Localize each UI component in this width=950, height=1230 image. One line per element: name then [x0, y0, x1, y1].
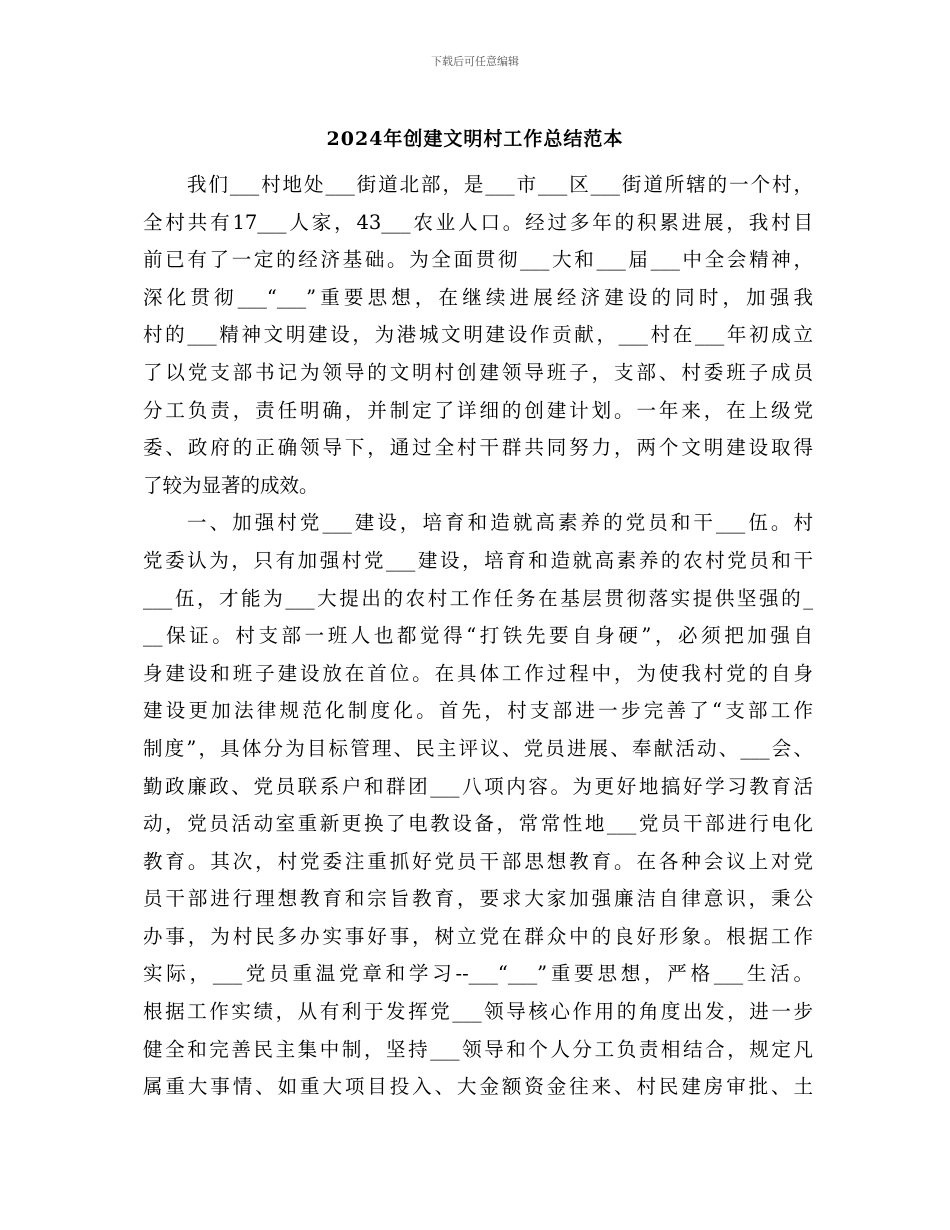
text-line: 深化贯彻___“___”重要思想，在继续进展经济建设的同时，加强我 [143, 285, 813, 309]
text-line: __保证。村支部一班人也都觉得“打铁先要自身硬”，必须把加强自 [143, 624, 813, 648]
text-line: 动，党员活动室重新更换了电教设备，常常性地___党员干部进行电化 [143, 812, 813, 836]
text-line: 分工负责，责任明确，并制定了详细的创建计划。一年来，在上级党 [143, 398, 813, 422]
document-body [143, 166, 813, 1106]
text-line: 我们___村地处___街道北部，是___市___区___街道所辖的一个村， [187, 173, 813, 196]
text-line: 办事，为村民多办实事好事，树立党在群众中的良好形象。根据工作 [143, 924, 813, 948]
text-line: 制度”，具体分为目标管理、民主评议、党员进展、奉献活动、___会、 [143, 736, 813, 760]
paragraph-intro [143, 166, 813, 504]
text-line: 全村共有17___人家，43___农业人口。经过多年的积累进展，我村目 [143, 210, 813, 234]
page-header-note: 下载后可任意编辑 [431, 55, 519, 68]
text-line: 一、加强村党___建设，培育和造就高素养的党员和干___伍。村 [187, 511, 813, 535]
text-line: 村的___精神文明建设，为港城文明建设作贡献，___村在___年初成立 [143, 323, 813, 347]
text-line: 了较为显著的成效。 [143, 473, 319, 497]
text-line: 建设更加法律规范化制度化。首先，村支部进一步完善了“支部工作 [143, 699, 813, 723]
text-line: 健全和完善民主集中制，坚持___领导和个人分工负责相结合，规定凡 [143, 1037, 813, 1061]
document-title: 2024年创建文明村工作总结范本 [326, 128, 624, 150]
text-line: 实际，___党员重温党章和学习--___“___”重要思想，严格___生活。 [143, 962, 813, 986]
text-line: 身建设和班子建设放在首位。在具体工作过程中，为使我村党的自身 [143, 661, 813, 685]
text-line: ___伍，才能为___大提出的农村工作任务在基层贯彻落实提供坚强的_ [143, 586, 813, 610]
text-line: 根据工作实绩，从有利于发挥党___领导核心作用的角度出发，进一步 [143, 1000, 813, 1024]
text-line: 党委认为，只有加强村党___建设，培育和造就高素养的农村党员和干 [143, 548, 813, 572]
text-line: 属重大事情、如重大项目投入、大金额资金往来、村民建房审批、土 [143, 1075, 813, 1099]
text-line: 前已有了一定的经济基础。为全面贯彻___大和___届___中全会精神， [143, 248, 813, 272]
text-line: 委、政府的正确领导下，通过全村干群共同努力，两个文明建设取得 [143, 436, 813, 460]
text-line: 了以党支部书记为领导的文明村创建领导班子，支部、村委班子成员 [143, 360, 813, 384]
text-line: 员干部进行理想教育和宗旨教育，要求大家加强廉洁自律意识，秉公 [143, 887, 813, 911]
text-line: 勤政廉政、党员联系户和群团___八项内容。为更好地搞好学习教育活 [143, 774, 813, 798]
paragraph-party-building [143, 504, 813, 1106]
text-line: 教育。其次，村党委注重抓好党员干部思想教育。在各种会议上对党 [143, 849, 813, 873]
